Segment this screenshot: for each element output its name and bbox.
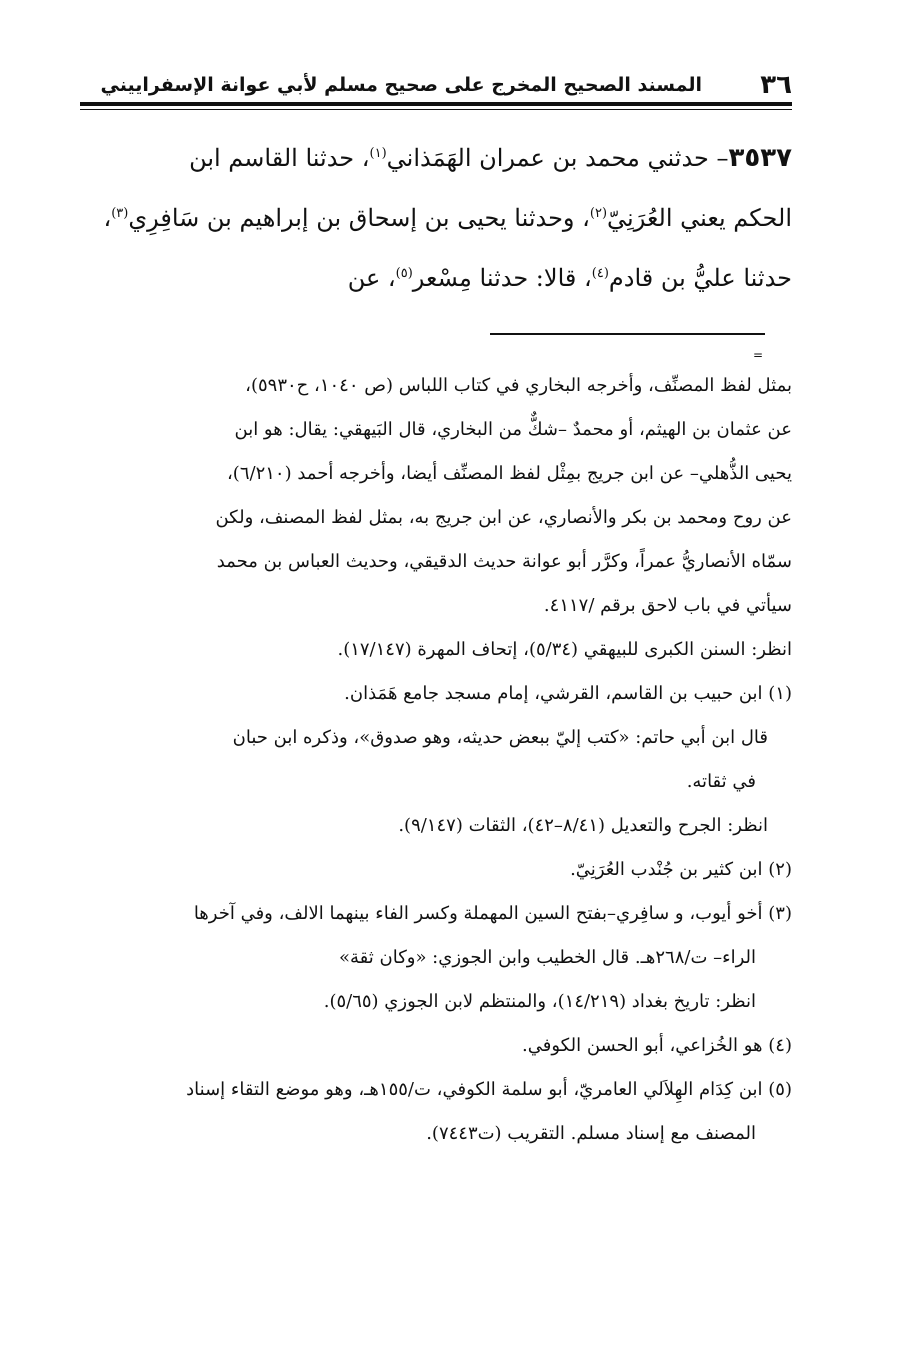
header-rule-thick	[80, 102, 792, 106]
footnote-2: (٢) ابن كثير بن جُنْدب العُرَنِيّ.	[570, 859, 792, 880]
footnote-1-line: في ثقاته.	[686, 771, 756, 792]
main-line-2	[78, 188, 792, 248]
running-title: المسند الصحيح المخرج على صحيح مسلم لأبي عوانة الإسفراييني	[100, 74, 702, 96]
page-number: ٣٦	[760, 70, 792, 100]
footnote-1: (١) ابن حبيب بن القاسم، القرشي، إمام مسجد جامع هَمَذان.	[344, 683, 792, 704]
main-text-segment: ، عن	[347, 264, 396, 292]
footnote-ref: (٤)	[591, 266, 609, 281]
footnote-separator	[490, 333, 765, 335]
footnote-5-line: المصنف مع إسناد مسلم. التقريب (ت٧٤٤٣).	[426, 1123, 756, 1144]
footnote-1-line: انظر: الجرح والتعديل (٨/٤١–٤٢)، الثقات (٩/١٤٧).	[398, 815, 768, 836]
footnote-5: (٥) ابن كِدَام الهِلاَلي العامريّ، أبو سلمة الكوفي، ت/١٥٥هـ، وهو موضع التقاء إسناد	[186, 1079, 792, 1100]
footnote-ref: (٢)	[589, 206, 608, 221]
footnote-ref: (٥)	[395, 266, 413, 281]
footnote-continuation-line: عن روح ومحمد بن بكر والأنصاري، عن ابن جريج به، بمثل لفظ المصنف، ولكن	[215, 507, 792, 528]
footnote-continuation-line: عن عثمان بن الهيثم، أو محمدٌ –شكٌّ من البخاري، قال البَيهقي: يقال: هو ابن	[234, 419, 792, 440]
main-text-segment: ، حدثنا القاسم ابن	[189, 144, 370, 172]
main-text	[78, 128, 792, 308]
page-header	[80, 70, 792, 100]
continuation-mark: =	[753, 348, 764, 362]
main-text-segment: ،	[103, 204, 112, 232]
footnote-3-line: انظر: تاريخ بغداد (١٤/٢١٩)، والمنتظم لابن الجوزي (٥/٦٥).	[323, 991, 756, 1012]
main-text-segment: الحكم يعني العُرَنِيّ	[607, 204, 792, 232]
header-rule-thin	[80, 109, 792, 110]
footnote-ref: (٣)	[111, 206, 129, 221]
footnote-continuation-line: سمّاه الأنصاريُّ عمراً، وكرَّر أبو عوانة حديث الدقيقي، وحديث العباس بن محمد	[216, 551, 792, 572]
main-line-3	[78, 248, 792, 308]
footnote-4: (٤) هو الخُزاعي، أبو الحسن الكوفي.	[522, 1035, 792, 1056]
footnotes	[78, 364, 792, 1156]
main-line-1	[78, 128, 792, 188]
footnote-3-line: الراء– ت/٢٦٨هـ. قال الخطيب وابن الجوزي: «وكان ثقة»	[338, 947, 756, 968]
footnote-continuation-line: يحيى الذُّهلي– عن ابن جريج بمِثْل لفظ المصنِّف أيضا، وأخرجه أحمد (٦/٢١٠)،	[227, 463, 792, 484]
footnote-continuation-line: انظر: السنن الكبرى للبيهقي (٥/٣٤)، إتحاف المهرة (١٧/١٤٧).	[337, 639, 792, 660]
footnote-1-line: قال ابن أبي حاتم: «كتب إليّ ببعض حديثه، وهو صدوق»، وذكره ابن حبان	[232, 727, 768, 748]
hadith-number: ٣٥٣٧	[728, 143, 792, 173]
main-text-segment: ، وحدثنا يحيى بن إسحاق بن إبراهيم بن سَافِرِي	[128, 204, 590, 232]
footnote-continuation-line: بمثل لفظ المصنِّف، وأخرجه البخاري في كتاب اللباس (ص ١٠٤٠، ح٥٩٣٠)،	[245, 375, 792, 396]
main-text-segment: – حدثني محمد بن عمران الهَمَذاني	[386, 144, 729, 172]
footnote-ref: (١)	[369, 146, 387, 161]
main-text-segment: ، قالا: حدثنا مِسْعر	[412, 264, 592, 292]
main-text-segment: حدثنا عليُّ بن قادم	[608, 264, 792, 292]
footnote-3: (٣) أخو أيوب، و سافِري–بفتح السين المهملة وكسر الفاء بينهما الالف، وفي آخرها	[193, 903, 792, 924]
footnote-continuation-line: سيأتي في باب لاحق برقم /٤١١٧.	[543, 595, 792, 616]
